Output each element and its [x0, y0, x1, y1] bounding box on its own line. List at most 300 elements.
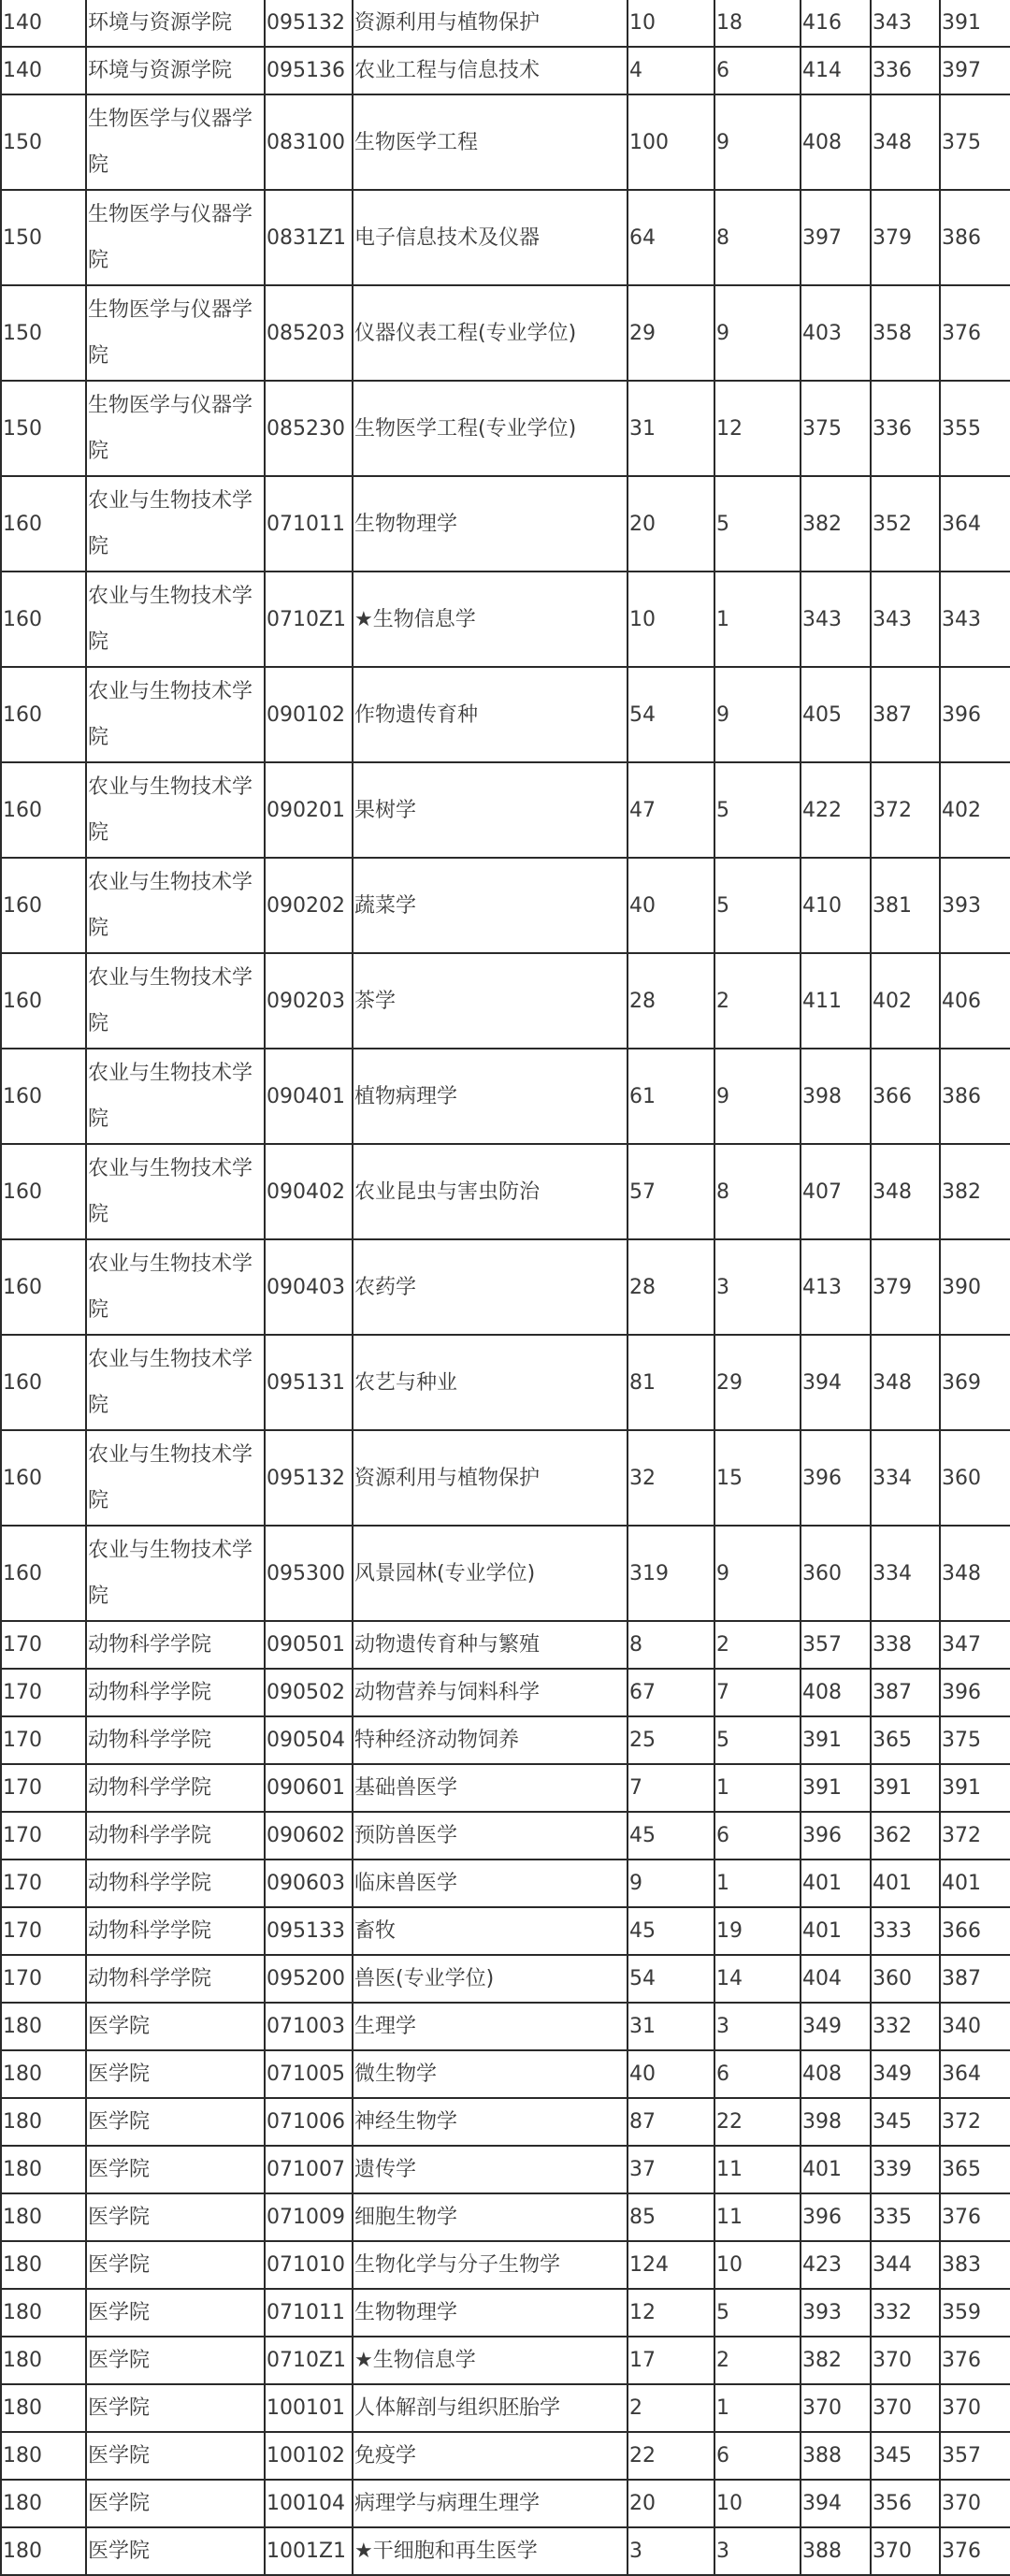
major-name-cell: 仪器仪表工程(专业学位) [353, 285, 628, 381]
major-name-cell: 资源利用与植物保护 [353, 1430, 628, 1526]
score-max-cell: 357 [801, 1621, 871, 1669]
major-name-cell: 蔬菜学 [353, 858, 628, 953]
college-name-cell: 生物医学与仪器学院 [86, 381, 265, 476]
score-min-cell: 352 [871, 476, 940, 572]
score-avg-cell: 402 [940, 762, 1010, 858]
college-code-cell: 160 [1, 1335, 86, 1430]
college-code-cell: 160 [1, 953, 86, 1049]
count-a-cell: 9 [628, 1860, 714, 1907]
college-code-cell: 160 [1, 667, 86, 762]
score-avg-cell: 390 [940, 1239, 1010, 1335]
score-max-cell: 343 [801, 572, 871, 667]
count-a-cell: 57 [628, 1144, 714, 1239]
college-name-cell: 动物科学学院 [86, 1764, 265, 1812]
college-code-cell: 160 [1, 1430, 86, 1526]
college-code-cell: 180 [1, 2527, 86, 2575]
major-code-cell: 071009 [265, 2193, 353, 2241]
count-a-cell: 40 [628, 858, 714, 953]
count-a-cell: 20 [628, 476, 714, 572]
table-row [1, 2050, 1010, 2098]
count-b-cell: 3 [714, 2527, 801, 2575]
table-row [1, 572, 1010, 667]
score-min-cell: 345 [871, 2098, 940, 2146]
college-name-cell: 农业与生物技术学院 [86, 858, 265, 953]
college-code-cell: 150 [1, 94, 86, 190]
count-b-cell: 1 [714, 2384, 801, 2432]
table-row [1, 1764, 1010, 1812]
major-code-cell: 100104 [265, 2480, 353, 2527]
score-max-cell: 370 [801, 2384, 871, 2432]
count-b-cell: 5 [714, 2289, 801, 2337]
count-b-cell: 7 [714, 1669, 801, 1716]
count-b-cell: 2 [714, 953, 801, 1049]
major-code-cell: 095132 [265, 1430, 353, 1526]
count-b-cell: 8 [714, 1144, 801, 1239]
major-code-cell: 071006 [265, 2098, 353, 2146]
college-name-cell: 动物科学学院 [86, 1669, 265, 1716]
major-name-cell: 畜牧 [353, 1907, 628, 1955]
count-a-cell: 29 [628, 285, 714, 381]
count-b-cell: 18 [714, 0, 801, 47]
count-b-cell: 1 [714, 1764, 801, 1812]
score-avg-cell: 359 [940, 2289, 1010, 2337]
count-b-cell: 2 [714, 2337, 801, 2384]
score-avg-cell: 387 [940, 1955, 1010, 2003]
college-name-cell: 动物科学学院 [86, 1860, 265, 1907]
major-name-cell: 风景园林(专业学位) [353, 1526, 628, 1621]
table-row [1, 2146, 1010, 2193]
count-a-cell: 28 [628, 953, 714, 1049]
count-b-cell: 9 [714, 1526, 801, 1621]
score-max-cell: 403 [801, 285, 871, 381]
count-b-cell: 1 [714, 1860, 801, 1907]
count-b-cell: 5 [714, 1716, 801, 1764]
count-b-cell: 11 [714, 2146, 801, 2193]
score-avg-cell: 372 [940, 1812, 1010, 1860]
score-min-cell: 332 [871, 2003, 940, 2050]
score-min-cell: 348 [871, 94, 940, 190]
score-avg-cell: 375 [940, 1716, 1010, 1764]
major-code-cell: 095200 [265, 1955, 353, 2003]
score-min-cell: 335 [871, 2193, 940, 2241]
college-name-cell: 医学院 [86, 2432, 265, 2480]
college-code-cell: 170 [1, 1812, 86, 1860]
count-b-cell: 6 [714, 2432, 801, 2480]
college-code-cell: 170 [1, 1907, 86, 1955]
college-code-cell: 180 [1, 2098, 86, 2146]
score-avg-cell: 393 [940, 858, 1010, 953]
count-b-cell: 29 [714, 1335, 801, 1430]
college-name-cell: 医学院 [86, 2050, 265, 2098]
college-code-cell: 180 [1, 2050, 86, 2098]
count-b-cell: 2 [714, 1621, 801, 1669]
count-b-cell: 9 [714, 94, 801, 190]
score-min-cell: 348 [871, 1144, 940, 1239]
table-row [1, 858, 1010, 953]
table-row [1, 2241, 1010, 2289]
count-b-cell: 5 [714, 476, 801, 572]
score-min-cell: 387 [871, 667, 940, 762]
major-code-cell: 090401 [265, 1049, 353, 1144]
score-max-cell: 401 [801, 1907, 871, 1955]
score-max-cell: 408 [801, 2050, 871, 2098]
table-row [1, 1049, 1010, 1144]
count-a-cell: 10 [628, 572, 714, 667]
score-min-cell: 381 [871, 858, 940, 953]
count-b-cell: 19 [714, 1907, 801, 1955]
table-row [1, 1526, 1010, 1621]
college-name-cell: 农业与生物技术学院 [86, 953, 265, 1049]
major-code-cell: 090603 [265, 1860, 353, 1907]
score-min-cell: 365 [871, 1716, 940, 1764]
table-row [1, 762, 1010, 858]
count-a-cell: 10 [628, 0, 714, 47]
college-code-cell: 140 [1, 47, 86, 94]
major-name-cell: 生物物理学 [353, 476, 628, 572]
college-name-cell: 医学院 [86, 2003, 265, 2050]
score-min-cell: 372 [871, 762, 940, 858]
college-code-cell: 180 [1, 2432, 86, 2480]
college-name-cell: 农业与生物技术学院 [86, 1049, 265, 1144]
table-row [1, 2098, 1010, 2146]
score-min-cell: 387 [871, 1669, 940, 1716]
major-name-cell: 动物营养与饲料科学 [353, 1669, 628, 1716]
count-a-cell: 31 [628, 381, 714, 476]
table-row [1, 1239, 1010, 1335]
college-code-cell: 170 [1, 1716, 86, 1764]
score-avg-cell: 376 [940, 2527, 1010, 2575]
score-max-cell: 391 [801, 1716, 871, 1764]
college-code-cell: 160 [1, 858, 86, 953]
table-row [1, 1669, 1010, 1716]
college-name-cell: 生物医学与仪器学院 [86, 190, 265, 285]
college-name-cell: 医学院 [86, 2337, 265, 2384]
major-name-cell: 农业工程与信息技术 [353, 47, 628, 94]
table-row [1, 2384, 1010, 2432]
count-b-cell: 5 [714, 762, 801, 858]
major-code-cell: 071011 [265, 2289, 353, 2337]
major-name-cell: 农业昆虫与害虫防治 [353, 1144, 628, 1239]
college-name-cell: 动物科学学院 [86, 1716, 265, 1764]
college-name-cell: 农业与生物技术学院 [86, 1239, 265, 1335]
score-avg-cell: 382 [940, 1144, 1010, 1239]
score-min-cell: 360 [871, 1955, 940, 2003]
table-row [1, 1430, 1010, 1526]
college-name-cell: 医学院 [86, 2384, 265, 2432]
count-a-cell: 3 [628, 2527, 714, 2575]
college-name-cell: 动物科学学院 [86, 1812, 265, 1860]
score-max-cell: 413 [801, 1239, 871, 1335]
college-code-cell: 160 [1, 572, 86, 667]
score-min-cell: 332 [871, 2289, 940, 2337]
count-b-cell: 15 [714, 1430, 801, 1526]
major-name-cell: 遗传学 [353, 2146, 628, 2193]
major-code-cell: 090601 [265, 1764, 353, 1812]
score-max-cell: 391 [801, 1764, 871, 1812]
table-row [1, 476, 1010, 572]
score-min-cell: 401 [871, 1860, 940, 1907]
college-name-cell: 生物医学与仪器学院 [86, 94, 265, 190]
table-row [1, 1812, 1010, 1860]
score-avg-cell: 406 [940, 953, 1010, 1049]
college-code-cell: 180 [1, 2193, 86, 2241]
table-row [1, 667, 1010, 762]
score-min-cell: 336 [871, 47, 940, 94]
major-code-cell: 0710Z1 [265, 572, 353, 667]
score-avg-cell: 372 [940, 2098, 1010, 2146]
score-avg-cell: 360 [940, 1430, 1010, 1526]
table-row [1, 953, 1010, 1049]
table-row [1, 2337, 1010, 2384]
score-max-cell: 398 [801, 1049, 871, 1144]
count-b-cell: 6 [714, 47, 801, 94]
score-min-cell: 379 [871, 1239, 940, 1335]
table-row [1, 1144, 1010, 1239]
college-code-cell: 160 [1, 1144, 86, 1239]
major-name-cell: 生理学 [353, 2003, 628, 2050]
table-row [1, 1335, 1010, 1430]
major-code-cell: 071011 [265, 476, 353, 572]
score-avg-cell: 396 [940, 667, 1010, 762]
count-a-cell: 40 [628, 2050, 714, 2098]
college-name-cell: 动物科学学院 [86, 1621, 265, 1669]
score-avg-cell: 383 [940, 2241, 1010, 2289]
major-code-cell: 090202 [265, 858, 353, 953]
score-avg-cell: 357 [940, 2432, 1010, 2480]
score-avg-cell: 370 [940, 2384, 1010, 2432]
major-code-cell: 095300 [265, 1526, 353, 1621]
score-max-cell: 423 [801, 2241, 871, 2289]
count-a-cell: 37 [628, 2146, 714, 2193]
count-b-cell: 1 [714, 572, 801, 667]
major-code-cell: 071005 [265, 2050, 353, 2098]
college-code-cell: 150 [1, 190, 86, 285]
college-code-cell: 150 [1, 285, 86, 381]
major-name-cell: 神经生物学 [353, 2098, 628, 2146]
count-a-cell: 54 [628, 1955, 714, 2003]
major-name-cell: 兽医(专业学位) [353, 1955, 628, 2003]
score-avg-cell: 355 [940, 381, 1010, 476]
score-avg-cell: 376 [940, 285, 1010, 381]
score-min-cell: 334 [871, 1526, 940, 1621]
count-b-cell: 14 [714, 1955, 801, 2003]
score-avg-cell: 375 [940, 94, 1010, 190]
major-code-cell: 1001Z1 [265, 2527, 353, 2575]
college-name-cell: 医学院 [86, 2146, 265, 2193]
major-name-cell: ★干细胞和再生医学 [353, 2527, 628, 2575]
score-min-cell: 391 [871, 1764, 940, 1812]
table-row [1, 2289, 1010, 2337]
count-b-cell: 10 [714, 2241, 801, 2289]
major-name-cell: 微生物学 [353, 2050, 628, 2098]
score-max-cell: 393 [801, 2289, 871, 2337]
major-code-cell: 090201 [265, 762, 353, 858]
college-code-cell: 180 [1, 2384, 86, 2432]
count-b-cell: 6 [714, 1812, 801, 1860]
college-code-cell: 180 [1, 2241, 86, 2289]
table-row [1, 1955, 1010, 2003]
college-name-cell: 农业与生物技术学院 [86, 667, 265, 762]
major-name-cell: 人体解剖与组织胚胎学 [353, 2384, 628, 2432]
score-avg-cell: 391 [940, 1764, 1010, 1812]
score-min-cell: 343 [871, 0, 940, 47]
major-name-cell: ★生物信息学 [353, 572, 628, 667]
count-a-cell: 20 [628, 2480, 714, 2527]
count-a-cell: 64 [628, 190, 714, 285]
score-avg-cell: 386 [940, 1049, 1010, 1144]
table-row [1, 381, 1010, 476]
count-a-cell: 67 [628, 1669, 714, 1716]
score-min-cell: 356 [871, 2480, 940, 2527]
score-max-cell: 394 [801, 2480, 871, 2527]
score-avg-cell: 364 [940, 2050, 1010, 2098]
score-max-cell: 407 [801, 1144, 871, 1239]
score-min-cell: 370 [871, 2527, 940, 2575]
count-b-cell: 8 [714, 190, 801, 285]
score-avg-cell: 364 [940, 476, 1010, 572]
count-a-cell: 54 [628, 667, 714, 762]
score-max-cell: 375 [801, 381, 871, 476]
count-a-cell: 32 [628, 1430, 714, 1526]
major-name-cell: 生物化学与分子生物学 [353, 2241, 628, 2289]
major-code-cell: 090602 [265, 1812, 353, 1860]
college-name-cell: 农业与生物技术学院 [86, 1430, 265, 1526]
score-min-cell: 339 [871, 2146, 940, 2193]
score-min-cell: 348 [871, 1335, 940, 1430]
count-b-cell: 11 [714, 2193, 801, 2241]
college-code-cell: 170 [1, 1669, 86, 1716]
college-name-cell: 医学院 [86, 2527, 265, 2575]
count-a-cell: 61 [628, 1049, 714, 1144]
score-max-cell: 404 [801, 1955, 871, 2003]
score-avg-cell: 397 [940, 47, 1010, 94]
count-a-cell: 87 [628, 2098, 714, 2146]
score-min-cell: 338 [871, 1621, 940, 1669]
table-row [1, 0, 1010, 47]
college-name-cell: 医学院 [86, 2098, 265, 2146]
major-code-cell: 090501 [265, 1621, 353, 1669]
score-max-cell: 410 [801, 858, 871, 953]
score-avg-cell: 340 [940, 2003, 1010, 2050]
major-code-cell: 095133 [265, 1907, 353, 1955]
score-max-cell: 360 [801, 1526, 871, 1621]
score-max-cell: 397 [801, 190, 871, 285]
college-name-cell: 环境与资源学院 [86, 47, 265, 94]
score-max-cell: 408 [801, 1669, 871, 1716]
major-name-cell: 农药学 [353, 1239, 628, 1335]
count-a-cell: 28 [628, 1239, 714, 1335]
major-code-cell: 085230 [265, 381, 353, 476]
college-name-cell: 生物医学与仪器学院 [86, 285, 265, 381]
score-min-cell: 362 [871, 1812, 940, 1860]
score-max-cell: 396 [801, 1812, 871, 1860]
college-name-cell: 农业与生物技术学院 [86, 1526, 265, 1621]
score-max-cell: 405 [801, 667, 871, 762]
major-name-cell: 植物病理学 [353, 1049, 628, 1144]
score-max-cell: 382 [801, 476, 871, 572]
score-avg-cell: 366 [940, 1907, 1010, 1955]
score-max-cell: 388 [801, 2432, 871, 2480]
college-name-cell: 医学院 [86, 2193, 265, 2241]
score-min-cell: 379 [871, 190, 940, 285]
table-row [1, 1621, 1010, 1669]
score-avg-cell: 369 [940, 1335, 1010, 1430]
score-max-cell: 394 [801, 1335, 871, 1430]
college-code-cell: 180 [1, 2337, 86, 2384]
college-code-cell: 170 [1, 1860, 86, 1907]
score-max-cell: 388 [801, 2527, 871, 2575]
score-avg-cell: 401 [940, 1860, 1010, 1907]
table-row [1, 2003, 1010, 2050]
count-b-cell: 3 [714, 1239, 801, 1335]
count-a-cell: 319 [628, 1526, 714, 1621]
count-a-cell: 8 [628, 1621, 714, 1669]
score-min-cell: 366 [871, 1049, 940, 1144]
college-name-cell: 农业与生物技术学院 [86, 1335, 265, 1430]
college-name-cell: 农业与生物技术学院 [86, 762, 265, 858]
score-max-cell: 349 [801, 2003, 871, 2050]
table-row [1, 2193, 1010, 2241]
table-row [1, 2527, 1010, 2575]
score-min-cell: 343 [871, 572, 940, 667]
major-name-cell: 基础兽医学 [353, 1764, 628, 1812]
major-code-cell: 090502 [265, 1669, 353, 1716]
score-max-cell: 401 [801, 2146, 871, 2193]
college-code-cell: 170 [1, 1955, 86, 2003]
table-row [1, 1907, 1010, 1955]
major-name-cell: 电子信息技术及仪器 [353, 190, 628, 285]
major-code-cell: 090504 [265, 1716, 353, 1764]
major-name-cell: 资源利用与植物保护 [353, 0, 628, 47]
college-code-cell: 160 [1, 476, 86, 572]
table-row [1, 1860, 1010, 1907]
count-b-cell: 3 [714, 2003, 801, 2050]
score-min-cell: 370 [871, 2384, 940, 2432]
score-avg-cell: 348 [940, 1526, 1010, 1621]
count-b-cell: 12 [714, 381, 801, 476]
count-b-cell: 22 [714, 2098, 801, 2146]
count-a-cell: 100 [628, 94, 714, 190]
score-avg-cell: 376 [940, 2337, 1010, 2384]
college-name-cell: 农业与生物技术学院 [86, 476, 265, 572]
count-a-cell: 124 [628, 2241, 714, 2289]
major-code-cell: 071007 [265, 2146, 353, 2193]
table-row [1, 190, 1010, 285]
major-code-cell: 071010 [265, 2241, 353, 2289]
major-name-cell: 农艺与种业 [353, 1335, 628, 1430]
college-code-cell: 160 [1, 762, 86, 858]
score-max-cell: 396 [801, 2193, 871, 2241]
score-avg-cell: 376 [940, 2193, 1010, 2241]
college-name-cell: 动物科学学院 [86, 1955, 265, 2003]
count-a-cell: 45 [628, 1812, 714, 1860]
count-a-cell: 17 [628, 2337, 714, 2384]
table-row [1, 2480, 1010, 2527]
score-min-cell: 334 [871, 1430, 940, 1526]
score-min-cell: 333 [871, 1907, 940, 1955]
score-max-cell: 401 [801, 1860, 871, 1907]
major-name-cell: 病理学与病理生理学 [353, 2480, 628, 2527]
college-name-cell: 农业与生物技术学院 [86, 1144, 265, 1239]
count-b-cell: 5 [714, 858, 801, 953]
major-name-cell: 生物医学工程(专业学位) [353, 381, 628, 476]
score-max-cell: 414 [801, 47, 871, 94]
college-name-cell: 医学院 [86, 2241, 265, 2289]
college-code-cell: 180 [1, 2289, 86, 2337]
count-b-cell: 10 [714, 2480, 801, 2527]
major-code-cell: 090102 [265, 667, 353, 762]
college-code-cell: 170 [1, 1764, 86, 1812]
